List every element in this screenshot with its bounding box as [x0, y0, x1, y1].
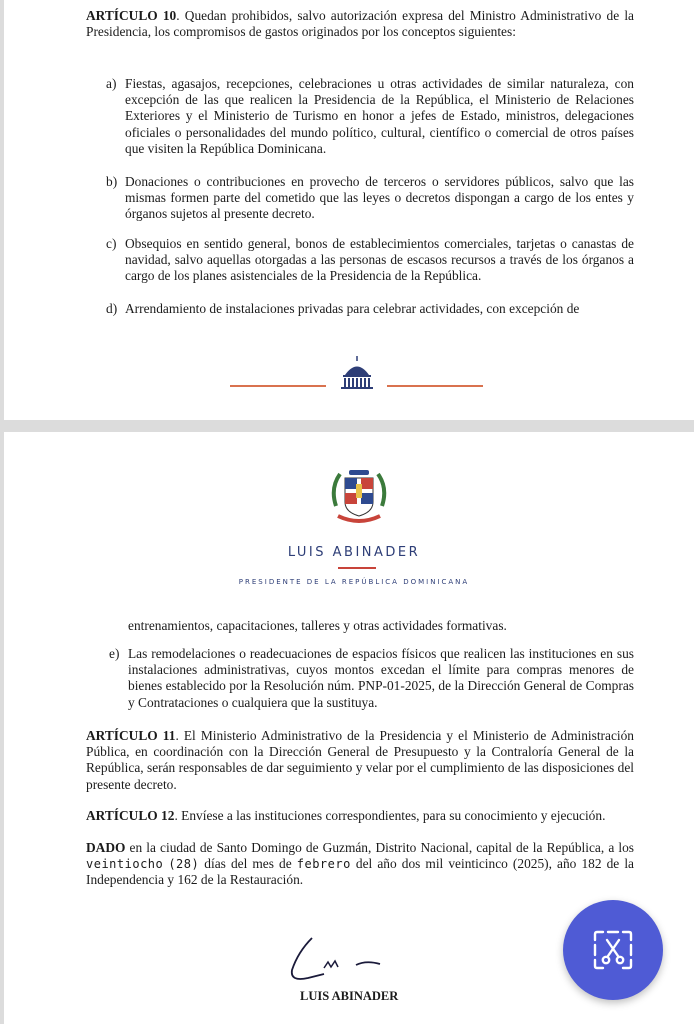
article-11-text: . El Ministerio Administrativo de la Presidencia y el Ministerio de Administración Pública, en coordinación con la Dirección General de Presupuesto y la Contraloría General de la República, serán responsables de dar seguimiento y velar por el cumplimiento de las disposiciones del presente decreto. — [86, 728, 635, 792]
article-10 — [86, 8, 634, 40]
article-11 — [86, 728, 634, 793]
dado-day-number: (28) — [168, 857, 200, 872]
list-item-text: Obsequios en sentido general, bonos de establecimientos comerciales, tarjetas o canastas de navidad, salvo aquellas otorgadas a las personas de escasos recursos a través de los órganos a cargo de los planes asistenciales de la Presidencia de la República. — [125, 236, 634, 284]
dado-day-words: veintiocho — [86, 857, 164, 872]
letterhead-title: PRESIDENTE DE LA REPÚBLICA DOMINICANA — [238, 578, 470, 586]
footer-divider-left — [230, 385, 326, 387]
list-marker: d) — [106, 301, 118, 316]
letterhead-divider — [338, 567, 376, 569]
signature-image — [284, 932, 394, 988]
dado-text-2: días del mes de — [199, 856, 297, 872]
dado-paragraph — [86, 840, 634, 889]
list-marker: e) — [109, 646, 120, 661]
article-12-text: . Envíese a las instituciones correspondientes, para su conocimiento y ejecución. — [174, 808, 606, 823]
list-marker: c) — [106, 236, 117, 251]
dado-heading: DADO — [86, 840, 126, 855]
signature-name: LUIS ABINADER — [300, 989, 399, 1003]
document-page-1 — [4, 0, 694, 420]
list-marker: a) — [106, 76, 117, 91]
list-item-d — [106, 301, 634, 317]
article-12-heading: ARTÍCULO 12 — [86, 808, 175, 823]
article-10-text: . Quedan prohibidos, salvo autorización expresa del Ministro Administrativo de la Presidencia, los compromisos de gastos originados por los conceptos siguientes: — [86, 8, 634, 40]
list-item-a — [106, 76, 634, 157]
dado-text-1: en la ciudad de Santo Domingo de Guzmán, Distrito Nacional, capital de la República, a los — [125, 840, 634, 855]
footer-divider-right — [387, 385, 483, 387]
coat-of-arms-icon — [328, 466, 390, 528]
list-item-text: Donaciones o contribuciones en provecho de terceros o servidores públicos, salvo que las mismas formen parte del cometido que las leyes o decretos dispongan a cargo de los entes y órganos sujetos al presente decreto. — [125, 174, 634, 222]
list-marker: b) — [106, 174, 118, 189]
list-item-text: Arrendamiento de instalaciones privadas para celebrar actividades, con excepción de — [125, 301, 580, 316]
dado-month: febrero — [296, 857, 351, 872]
palace-dome-icon — [337, 355, 377, 389]
list-item-text: Fiestas, agasajos, recepciones, celebraciones u otras actividades de similar naturaleza, con excepción de las que realicen la Presidencia de la República, el Ministerio de Relaciones Exteriores y el Ministerio de Turismo en honor a jefes de Estado, ministros, delegaciones oficiales o personalidades del mundo político, cultural, científico o comercial de otros países que visiten la República Dominicana. — [125, 76, 634, 156]
list-item-d-continuation: entrenamientos, capacitaciones, talleres y otras actividades formativas. — [128, 618, 507, 633]
article-11-heading: ARTÍCULO 11 — [86, 728, 176, 743]
list-item-b — [106, 174, 634, 223]
dado-text-3: del año dos mil veinticinco (2025), año 182 de la Independencia y 162 de la Restauración. — [86, 856, 634, 888]
list-item-e — [109, 646, 634, 711]
screenshot-crop-button[interactable] — [563, 900, 663, 1000]
list-item-c — [106, 236, 634, 285]
letterhead-name: LUIS ABINADER — [287, 545, 421, 560]
article-12 — [86, 808, 634, 824]
scissors-crop-icon — [591, 928, 635, 972]
list-item-text: Las remodelaciones o readecuaciones de espacios físicos que realicen las instituciones en sus instalaciones administrativas, cuyos montos excedan el límite para compras menores de bienes establecido por la Resolución núm. PNP-01-2025, de la Dirección General de Compras y Contrataciones o cualquiera que la sustituya. — [128, 646, 634, 710]
article-10-heading: ARTÍCULO 10 — [86, 8, 177, 23]
